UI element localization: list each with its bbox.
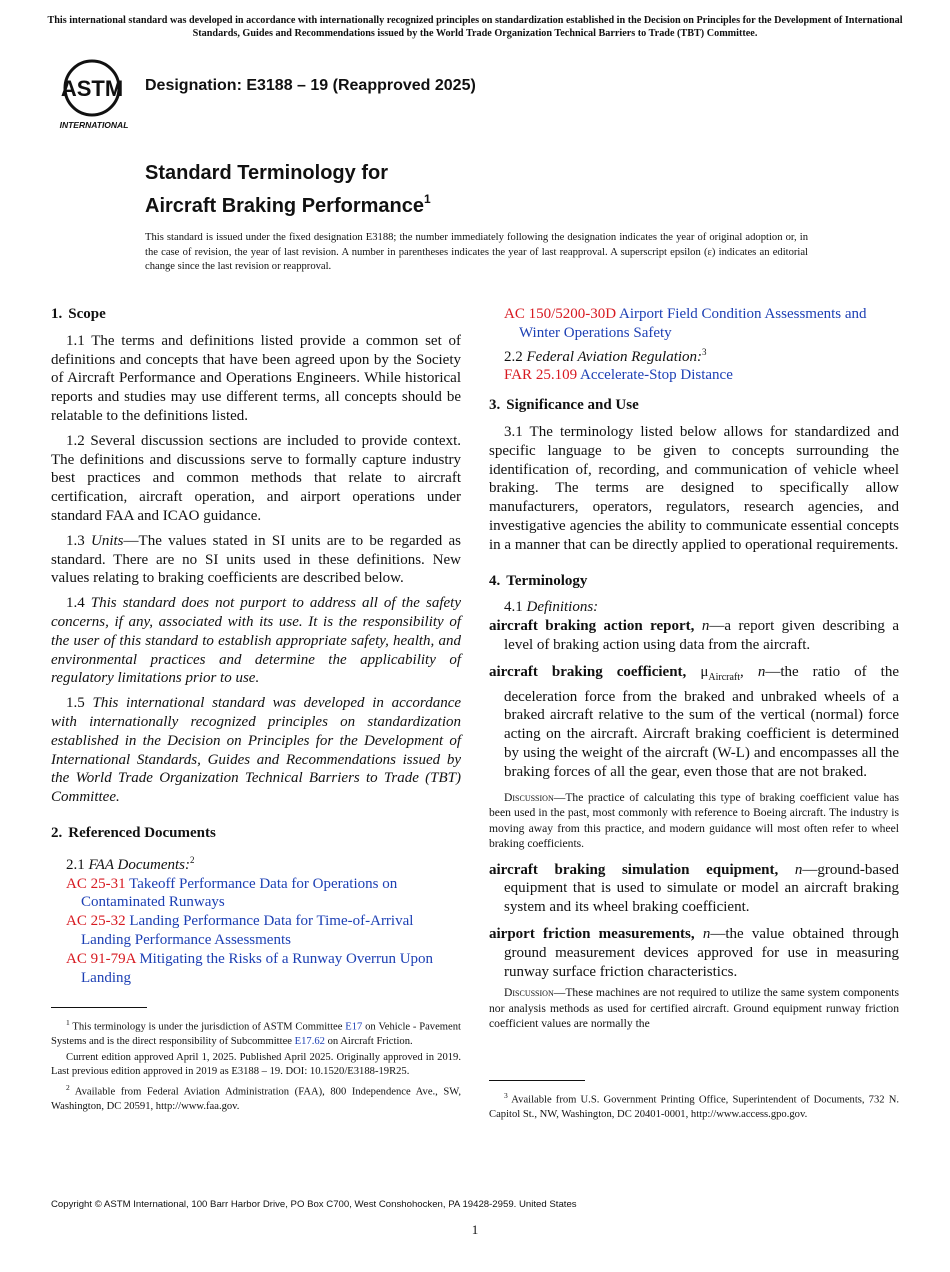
discussion-friction-measurements: Discussion—These machines are not required to utilize the same system components nor analysis methods as used for certified aircraft. Ground equipment runway friction coefficient values are normally the [489, 986, 899, 1031]
paragraph-1-5: 1.5 This international standard was developed in accordance with internationally recognized principles on standardization established in the Decision on Principles for the Development of International Standards, Guides and Recommendations issued by the World Trade Organization Technical Barriers to Trade (TBT) Committee. [51, 695, 462, 806]
right-column [489, 305, 899, 1041]
reference-item[interactable]: AC 25-31 Takeoff Performance Data for Operations on Contaminated Runways [66, 875, 398, 911]
document-title [145, 160, 431, 219]
paragraph-3-1: 3.1 The terminology listed below allows for standardized and specific language to be given to concepts surrounding the identification of, recording, and communication of vehicle wheel braking. The terms are designed to specifically allow manufacturers, operators, regulators, research agencies, and investigative agencies the ability to communicate essential concepts in a manner that can be directly applied to operational requirements. [489, 423, 899, 553]
section-4-heading: 4. Terminology [489, 572, 588, 589]
page-number: 1 [471, 1222, 479, 1237]
left-column [51, 305, 461, 987]
footnote-3: $^3$ Available from U.S. Government Printing Office, Superintendent of Documents, 732 N. Capitol St., NW, Washington, DC 20401-0001, http://www.access.gpo.gov. [489, 1091, 899, 1120]
paragraph-1-3: 1.3 Units—The values stated in SI units are to be regarded as standard. There are no SI units used in these definitions. New values relating to braking coefficients are described below. [51, 532, 462, 587]
title-line-1: Standard Terminology for [145, 162, 388, 184]
astm-logo [52, 58, 136, 132]
section-2-heading: 2. Referenced Documents [51, 824, 216, 841]
footnote-1-edition: Current edition approved April 1, 2025. Published April 2025. Originally approved in 2019. Last previous edition approved in 2019 as E3188 – 19. DOI: 10.1520/E3188-19R25. [51, 1051, 461, 1078]
subsection-2-1: 2.1 FAA Documents:$^2$ [66, 854, 195, 873]
term-braking-action-report: aircraft braking action report, n—a report given describing a level of braking action using data from the aircraft. [489, 618, 899, 653]
title-line-2: Aircraft Braking Performance [145, 195, 424, 217]
reference-item[interactable]: AC 150/5200-30D Airport Field Condition Assessments and Winter Operations Safety [504, 306, 867, 341]
paragraph-1-2: 1.2 Several discussion sections are included to provide context. The definitions and discussions serve to formally capture industry best practices and common methods that relate to aircraft certification, aircraft operation, and airport operations under standard FAA and ICAO guidance. [51, 432, 461, 524]
subcommittee-link[interactable]: E17.62 [294, 1035, 325, 1047]
term-braking-simulation-equipment: aircraft braking simulation equipment, n—ground-based equipment that is used to simulate or model an aircraft braking system and its wheel braking coefficient. [489, 861, 900, 916]
logo-mark: ASTM [60, 76, 124, 101]
paragraph-1-4: 1.4 This standard does not purport to address all of the safety concerns, if any, associated with its use. It is the responsibility of the user of this standard to establish appropriate safety, health, and environmental practices and determine the applicability of regulatory limitations prior to use. [51, 595, 461, 687]
top-notice: This international standard was developed in accordance with internationally recognized principles on standardization established in the Decision on Principles for the Development of International Standards, Guides and Recommendations issued by the World Trade Organization Technical Barriers to Trade (TBT) Committee. [47, 15, 903, 39]
paragraph-1-1: 1.1 The terms and definitions listed provide a common set of definitions and concepts that have been agreed upon by the Society of Aircraft Performance and Operations Engineers. While historical reports and studies may use different terms, all concepts should be relatable to the definitions listed. [51, 332, 461, 424]
footnote-2: $^2$ Available from Federal Aviation Administration (FAA), 800 Independence Ave., SW, Washington, DC 20591, http://www.faa.gov. [51, 1083, 461, 1113]
title-footnote-ref[interactable]: 1 [423, 192, 431, 206]
footnotes-left [51, 1016, 461, 1116]
footnotes-right [489, 1089, 899, 1124]
designation: Designation: E3188 – 19 (Reapproved 2025) [145, 77, 476, 94]
discussion-braking-coefficient: Discussion—The practice of calculating this type of braking coefficient value has been used in the past, most commonly with reference to Boeing aircraft. The industry is moving away from this practice, and modern guidance will most often refer to wheel braking coefficients. [489, 790, 899, 851]
section-1-heading: 1. Scope [51, 306, 106, 322]
copyright: Copyright © ASTM International, 100 Barr Harbor Drive, PO Box C700, West Conshohocken, PA 19428-2959. United States [51, 1199, 577, 1210]
section-3-heading: 3. Significance and Use [489, 397, 639, 414]
footnote-1: $^1$ This terminology is under the jurisdiction of ASTM Committee E17 on Vehicle - Pavement Systems and is the direct responsibility of Subcommittee E17.62 on Aircraft Friction. [51, 1018, 461, 1047]
subsection-2-2: 2.2 Federal Aviation Regulation:$^3$ [504, 346, 707, 365]
term-airport-friction-measurements: airport friction measurements, n—the value obtained through ground measurement devices approved for use in measuring runway surface friction characteristics. [489, 925, 900, 980]
footnote-rule-left [51, 1007, 147, 1008]
logo-sub: INTERNATIONAL [59, 120, 129, 130]
subsection-4-1: 4.1 Definitions: [504, 599, 599, 616]
reference-item[interactable]: AC 25-32 Landing Performance Data for Time-of-Arrival Landing Performance Assessments [66, 913, 414, 948]
reference-item[interactable]: AC 91-79A Mitigating the Risks of a Runway Overrun Upon Landing [66, 950, 434, 986]
issued-statement: This standard is issued under the fixed designation E3188; the number immediately following the designation indicates the year of original adoption or, in the case of revision, the year of last revision. A number in parentheses indicates the year of last reapproval. A superscript epsilon (ε) indicates an editorial change since the last revision or reapproval. [145, 232, 808, 272]
footnote-rule-right [489, 1080, 585, 1081]
reference-item[interactable]: FAR 25.109 Accelerate-Stop Distance [504, 367, 733, 384]
term-braking-coefficient: aircraft braking coefficient, $\mu_{Aircraft}$, n—the ratio of the deceleration force from the braked and unbraked wheels of a braked aircraft relative to the sum of the vertical (normal) force acting on the aircraft. Aircraft braking coefficient is determined by using the weight of the aircraft (W-L) and encompasses all the braking forces of all the gear, even those that are not braked. [489, 663, 900, 780]
committee-link[interactable]: E17 [345, 1021, 363, 1033]
